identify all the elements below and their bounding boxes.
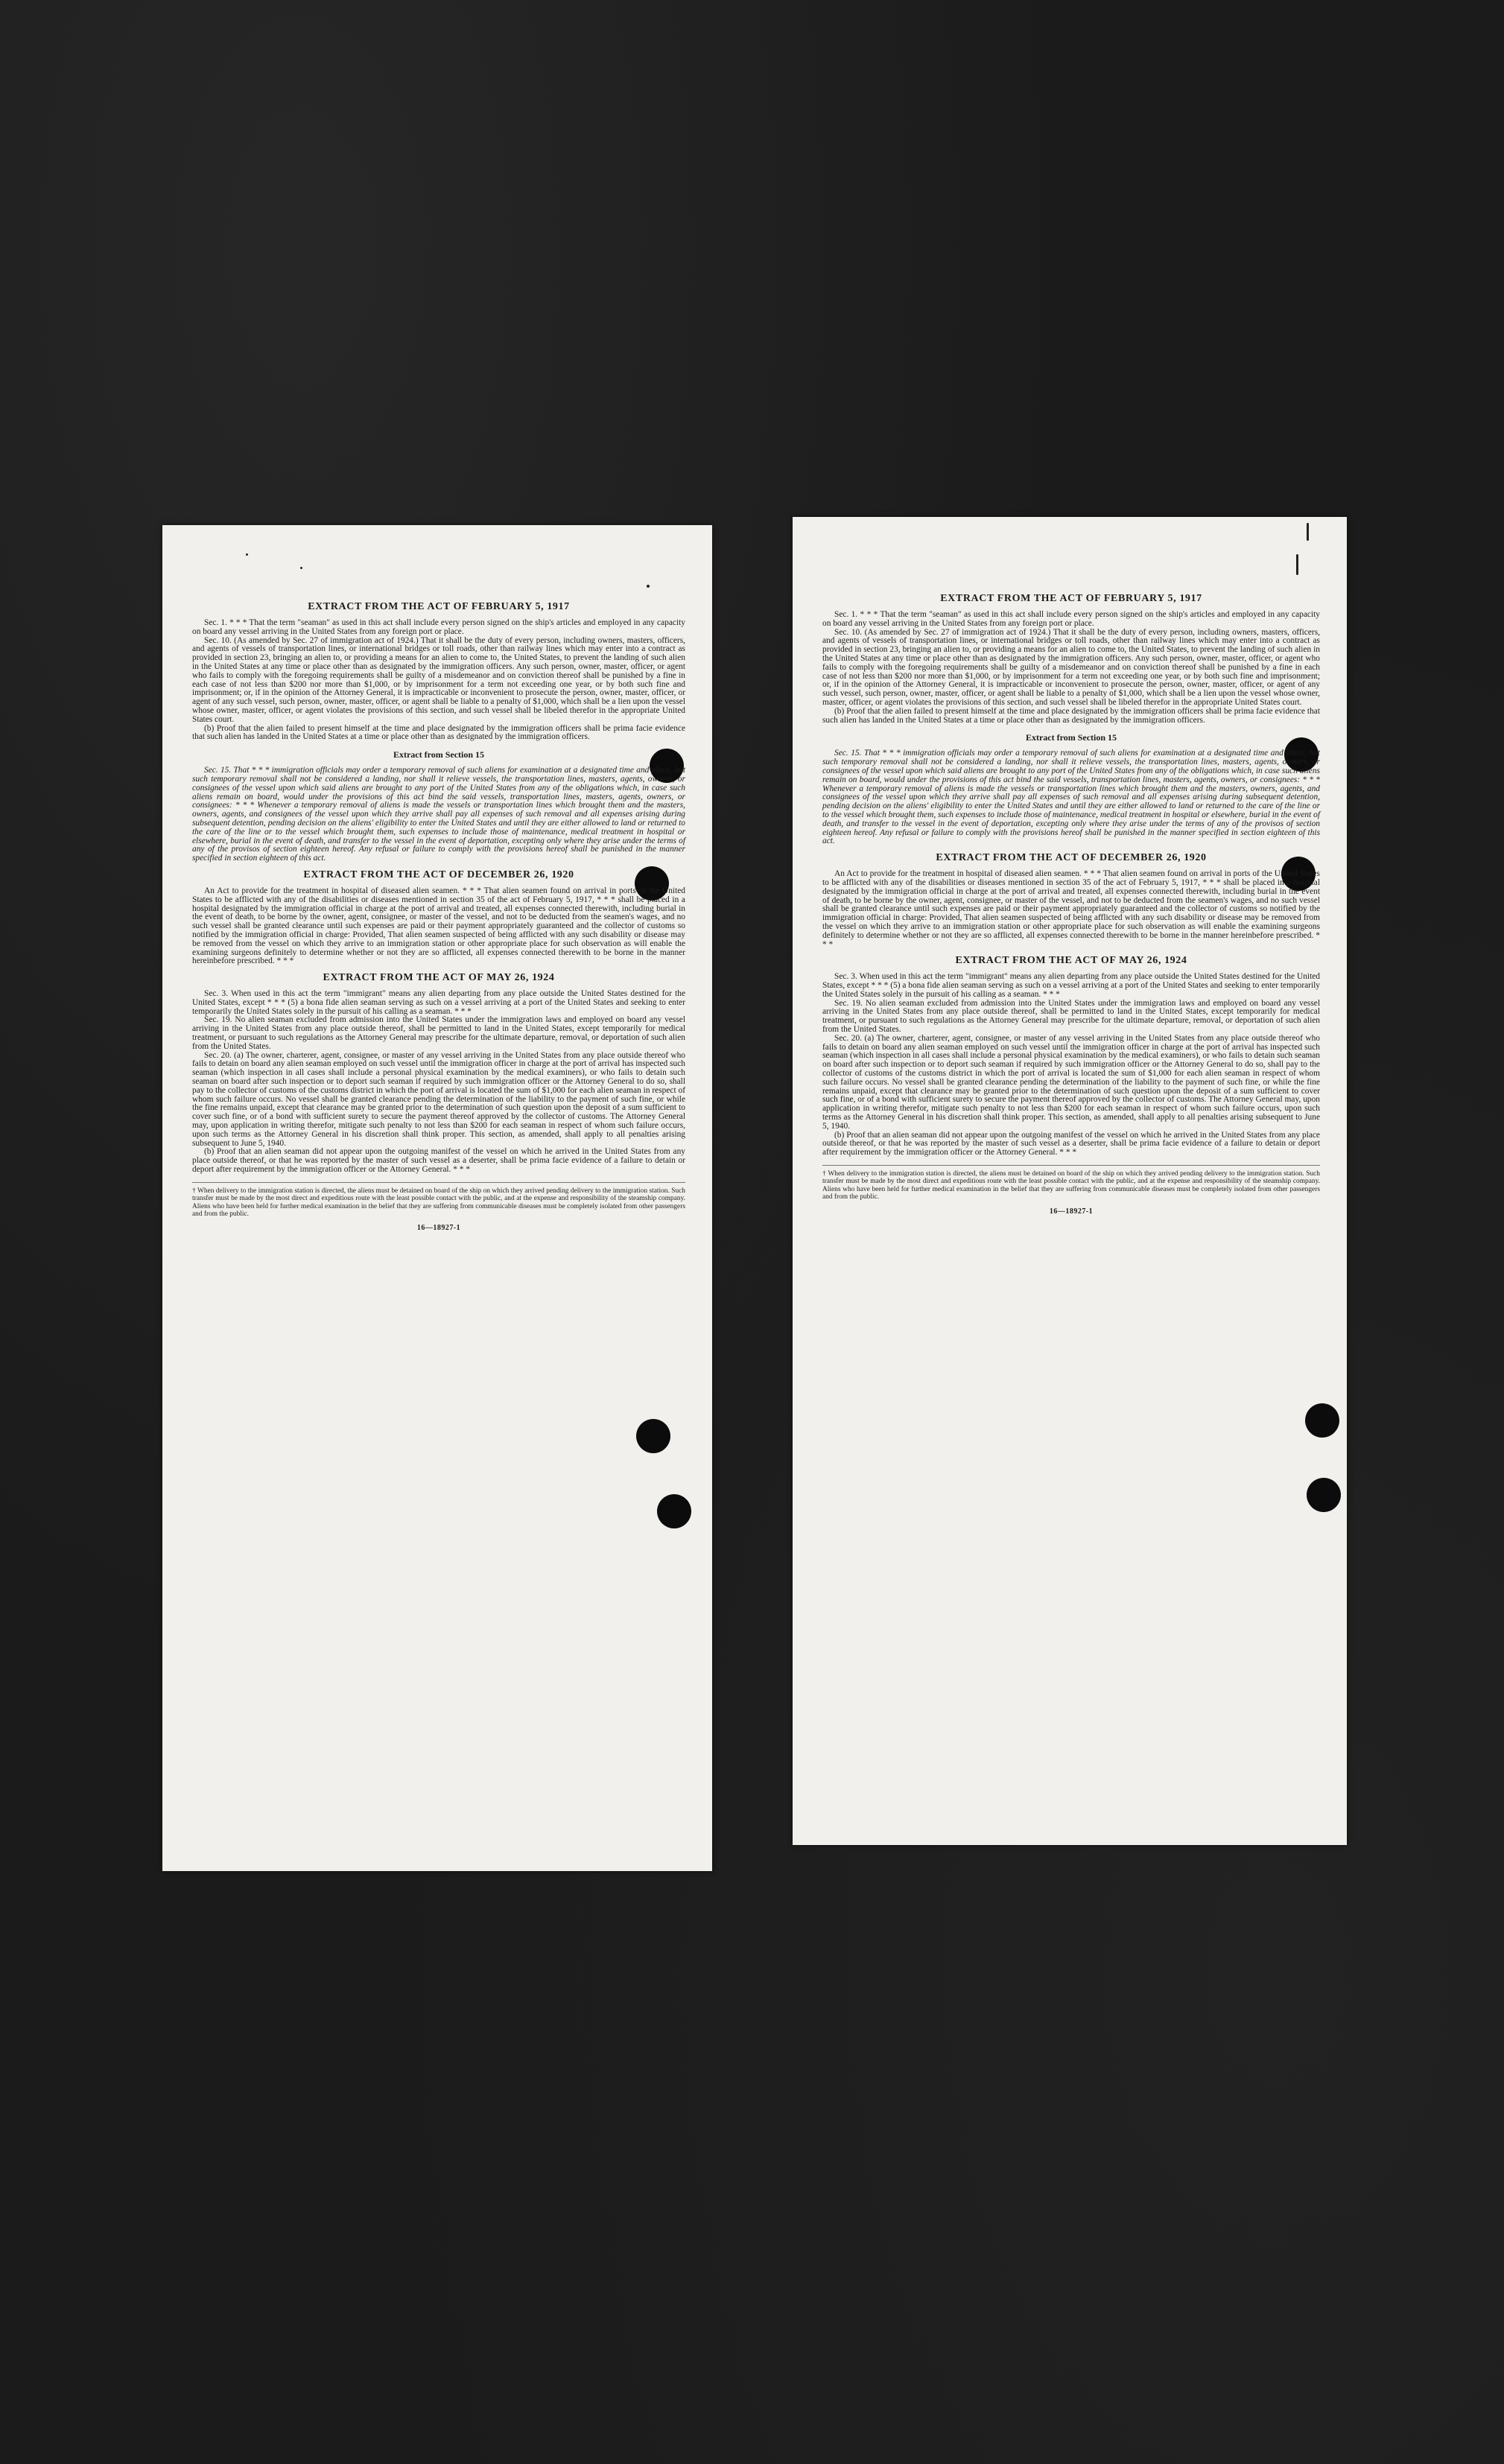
heading-act-1924: EXTRACT FROM THE ACT OF MAY 26, 1924: [955, 955, 1187, 967]
form-number: 16—18927-1: [416, 1224, 461, 1233]
subheading-section-15: Extract from Section 15: [393, 749, 485, 761]
footnote: † When delivery to the immigration station is directed, the aliens must be detained on board of the ship on which they arrived pending delivery to the immigration station. Such transfer must be made by the most direct and expeditious route with the least possible contact with the public, and at the expense and responsibility of the steamship company. Aliens who have been held for further medical examination in the belief that they are suffering from communicable diseases must be completely isolated from other passengers and from the public.: [822, 1165, 1320, 1201]
scratch-mark: [1296, 554, 1298, 575]
subheading-section-15: Extract from Section 15: [1025, 732, 1117, 743]
footnote: † When delivery to the immigration station is directed, the aliens must be detained on board of the ship on which they arrived pending delivery to the immigration station. Such transfer must be made by the most direct and expeditious route with the least possible contact with the public, and at the expense and responsibility of the steamship company. Aliens who have been held for further medical examination in the belief that they are suffering from communicable diseases must be completely isolated from other passengers and from the public.: [192, 1182, 685, 1219]
paragraph-sec-10: Sec. 10. (As amended by Sec. 27 of immigration act of 1924.) That it shall be the duty of every person, including owners, masters, officers, and agents of vessels of transportation lines, or international bridges or toll roads, other than railway lines which may enter into a contract as provided in section 23, bringing an alien to, or providing a means for an alien to come to, the United States, to prevent the landing of such alien in the United States at any time or place other than as designated by the immigration officers. Any such person, owner, master, officer, or agent who fails to comply with the foregoing requirements shall be guilty of a misdemeanor and on conviction thereof shall be punished by a fine in each case of not less than $200 nor more than $1,000, or by imprisonment for a term not exceeding one year, or by both such fine and imprisonment; or, if in the opinion of the Attorney General, it is impracticable or inconvenient to prosecute the person, owner, master, officer, or agent of any such vessel, such person, owner, master, officer, or agent shall be liable to a penalty of $1,000, which shall be a lien upon the vessel whose owner, master, officer, or agent violates the provisions of this section, and such vessel shall be libeled therefor in the appropriate United States court.: [192, 635, 685, 724]
dust-speck: [300, 567, 302, 569]
paragraph-sec-15: Sec. 15. That * * * immigration officials may order a temporary removal of such aliens for examination at a designated time and place, but such temporary removal shall not be considered a landing, nor shall it relieve vessels, the transportation lines, masters, agents, owners, or consignees of the vessel upon which said aliens are brought to any port of the United States from any of the obligations which, in case such aliens remain on board, would under the provisions of this act bind the said vessels, transportation lines, masters, agents, owners, or consignees: * * * Whenever a temporary removal of aliens is made the vessels or transportation lines which brought them and the masters, owners, agents, and consignees of the vessel upon which they arrive shall pay all expenses of such removal and all expenses arising during subsequent detention, pending decision on the aliens' eligibility to enter the United States and until they are either allowed to land or returned to the care of the line or to the vessel which brought them, such expenses to include those of maintenance, medical treatment in hospital or elsewhere, burial in the event of death, and transfer to the vessel in the event of deportation, excepting only where they arise under the terms of any of the provisos of section eighteen hereof. Any refusal or failure to comply with the provisions hereof shall be punished in the manner specified in section eighteen of this act.: [192, 766, 685, 863]
heading-act-1917: EXTRACT FROM THE ACT OF FEBRUARY 5, 1917: [940, 593, 1202, 604]
paragraph-sec-20: Sec. 20. (a) The owner, charterer, agent, consignee, or master of any vessel arriving in the United States from any place outside thereof who fails to detain on board any alien seaman employed on such vessel until the immigration officer in charge at the port of arrival has inspected such seaman (which inspection in all cases shall include a personal physical examination by the medical examiners), or who fails to detain such seaman on board after such inspection or to deport such seaman if required by such immigration officer or the Attorney General to do so, shall pay to the collector of customs of the customs district in which the port of arrival is located the sum of $1,000 for each alien seaman in respect of whom such failure occurs. No vessel shall be granted clearance pending the determination of the liability to the payment of such fine, or while the fine remains unpaid, except that clearance may be granted prior to the determination of such question upon the deposit of a sum sufficient to cover such fine, or of a bond with sufficient surety to secure the payment thereof approved by the collector of customs. The Attorney General may, upon application in writing therefor, mitigate such penalty to not less than $200 for each seaman in respect of whom such failure occurs, upon such terms as the Attorney General in his discretion shall think proper. This section, as amended, shall apply to all penalties arising subsequent to June 5, 1940.: [192, 1050, 685, 1148]
document-page-left: [162, 525, 712, 1871]
dust-speck: [647, 585, 650, 588]
document-page-right: [793, 517, 1347, 1845]
paragraph-proof-b: (b) Proof that the alien failed to present himself at the time and place designated by the immigration officers shall be prima facie evidence that such alien has landed in the United States at a time or place other than as designated by the immigration officers.: [192, 723, 685, 742]
paragraph-sec-15: Sec. 15. That * * * immigration officials may order a temporary removal of such aliens for examination at a designated time and place, but such temporary removal shall not be considered a landing, nor shall it relieve vessels, the transportation lines, masters, agents, owners, or consignees of the vessel upon which said aliens are brought to any port of the United States from any of the obligations which, in case such aliens remain on board, would under the provisions of this act bind the said vessels, transportation lines, masters, agents, owners, or consignees: * * * Whenever a temporary removal of aliens is made the vessels or transportation lines which brought them and the masters, owners, agents, and consignees of the vessel upon which they arrive shall pay all expenses of such removal and all expenses arising during subsequent detention, pending decision on the aliens' eligibility to enter the United States and until they are either allowed to land or returned to the care of the line or to the vessel which brought them, such expenses to include those of maintenance, medical treatment in hospital or elsewhere, burial in the event of death, and transfer to the vessel in the event of deportation, excepting only where they arise under the terms of any of the provisos of section eighteen hereof. Any refusal or failure to comply with the provisions hereof shall be punished in the manner specified in section eighteen of this act.: [822, 749, 1320, 846]
paragraph-proof-b: (b) Proof that the alien failed to present himself at the time and place designated by the immigration officers shall be prima facie evidence that such alien has landed in the United States at a time or place other than as designated by the immigration officers.: [822, 706, 1320, 725]
heading-act-1920: EXTRACT FROM THE ACT OF DECEMBER 26, 1920: [303, 869, 574, 880]
paragraph-sec-20-b: (b) Proof that an alien seaman did not appear upon the outgoing manifest of the vessel on which he arrived in the United States from any place outside thereof, or that he was reported by the master of such vessel as a deserter, shall be prima facie evidence of a failure to detain or deport after requirement by the immigration officer or the Attorney General. * * *: [822, 1130, 1320, 1158]
form-number: 16—18927-1: [1049, 1207, 1094, 1216]
paragraph-act-1920: An Act to provide for the treatment in hospital of diseased alien seamen. * * * That alien seamen found on arrival in ports of the United States to be afflicted with any of the disabilities or diseases mentioned in section 35 of the act of February 5, 1917, * * * shall be placed in a hospital designated by the immigration official in charge at the port of arrival and treated, all expenses connected therewith, including burial in the event of death, to be borne by the owner, agent, consignee, or master of the vessel, and not to be deducted from the seamen's wages, and no such vessel shall be granted clearance until such expenses are paid or their payment appropriately guaranteed and the collector of customs so notified by the immigration official in charge: Provided, That alien seamen suspected of being afflicted with any such disability or disease may be removed from the vessel on which they arrive to an immigration station or other appropriate place for such observation as will enable the examining surgeons definitely to determine whether or not they are so afflicted, all expenses connected therewith to be borne in the manner hereinbefore prescribed. * * *: [822, 869, 1320, 949]
paragraph-sec-1: Sec. 1. * * * That the term "seaman" as used in this act shall include every person signed on the ship's articles and employed in any capacity on board any vessel arriving in the United States from any foreign port or place.: [822, 610, 1320, 628]
paragraph-sec-3: Sec. 3. When used in this act the term "immigrant" means any alien departing from any place outside the United States destined for the United States, except * * * (5) a bona fide alien seaman serving as such on a vessel arriving at a port of the United States and seeking to enter temporarily the United States solely in the pursuit of his calling as a seaman. * * *: [192, 989, 685, 1016]
paragraph-sec-20-b: (b) Proof that an alien seaman did not appear upon the outgoing manifest of the vessel on which he arrived in the United States from any place outside thereof, or that he was reported by the master of such vessel as a deserter, shall be prima facie evidence of a failure to detain or deport after requirement by the immigration officer or the Attorney General. * * *: [192, 1147, 685, 1175]
heading-act-1920: EXTRACT FROM THE ACT OF DECEMBER 26, 1920: [936, 852, 1207, 864]
scratch-mark: [1307, 523, 1309, 541]
paragraph-sec-19: Sec. 19. No alien seaman excluded from admission into the United States under the immigration laws and employed on board any vessel arriving in the United States from any place outside thereof, shall be permitted to land in the United States, except temporarily for medical treatment, or pursuant to such regulations as the Attorney General may prescribe for the ultimate departure, removal, or deportation of such alien from the United States.: [192, 1015, 685, 1051]
heading-act-1924: EXTRACT FROM THE ACT OF MAY 26, 1924: [323, 972, 555, 984]
page-text: [822, 587, 1320, 1815]
dust-speck: [246, 553, 248, 556]
paragraph-sec-10: Sec. 10. (As amended by Sec. 27 of immigration act of 1924.) That it shall be the duty of every person, including owners, masters, officers, and agents of vessels of transportation lines, or international bridges or toll roads, other than railway lines which may enter into a contract as provided in section 23, bringing an alien to, or providing a means for an alien to come to, the United States, to prevent the landing of such alien in the United States at any time or place other than as designated by the immigration officers. Any such person, owner, master, officer, or agent who fails to comply with the foregoing requirements shall be guilty of a misdemeanor and on conviction thereof shall be punished by a fine in each case of not less than $200 nor more than $1,000, or by imprisonment for a term not exceeding one year, or by both such fine and imprisonment; or, if in the opinion of the Attorney General, it is impracticable or inconvenient to prosecute the person, owner, master, officer, or agent of any such vessel, such person, owner, master, officer, or agent shall be liable to a penalty of $1,000, which shall be a lien upon the vessel whose owner, master, officer, or agent violates the provisions of this section, and such vessel shall be libeled therefor in the appropriate United States court.: [822, 627, 1320, 707]
heading-act-1917: EXTRACT FROM THE ACT OF FEBRUARY 5, 1917: [308, 601, 570, 612]
paragraph-act-1920: An Act to provide for the treatment in hospital of diseased alien seamen. * * * That alien seamen found on arrival in ports of the United States to be afflicted with any of the disabilities or diseases mentioned in section 35 of the act of February 5, 1917, * * * shall be placed in a hospital designated by the immigration official in charge at the port of arrival and treated, all expenses connected therewith, including burial in the event of death, to be borne by the owner, agent, consignee, or master of the vessel, and not to be deducted from the seamen's wages, and no such vessel shall be granted clearance until such expenses are paid or their payment appropriately guaranteed and the collector of customs so notified by the immigration official in charge: Provided, That alien seamen suspected of being afflicted with any such disability or disease may be removed from the vessel on which they arrive to an immigration station or other appropriate place for such observation as will enable the examining surgeons definitely to determine whether or not they are so afflicted, all expenses connected therewith to be borne in the manner hereinbefore prescribed. * * *: [192, 886, 685, 966]
page-text: [192, 595, 685, 1841]
paragraph-sec-1: Sec. 1. * * * That the term "seaman" as used in this act shall include every person signed on the ship's articles and employed in any capacity on board any vessel arriving in the United States from any foreign port or place.: [192, 618, 685, 636]
paragraph-sec-19: Sec. 19. No alien seaman excluded from admission into the United States under the immigration laws and employed on board any vessel arriving in the United States from any place outside thereof, shall be permitted to land in the United States, except temporarily for medical treatment, or pursuant to such regulations as the Attorney General may prescribe for the ultimate departure, removal, or deportation of such alien from the United States.: [822, 998, 1320, 1035]
paragraph-sec-20: Sec. 20. (a) The owner, charterer, agent, consignee, or master of any vessel arriving in the United States from any place outside thereof who fails to detain on board any alien seaman employed on such vessel until the immigration officer in charge at the port of arrival has inspected such seaman (which inspection in all cases shall include a personal physical examination by the medical examiners), or who fails to detain such seaman on board after such inspection or to deport such seaman if required by such immigration officer or the Attorney General to do so, shall pay to the collector of customs of the customs district in which the port of arrival is located the sum of $1,000 for each alien seaman in respect of whom such failure occurs. No vessel shall be granted clearance pending the determination of the liability to the payment of such fine, or while the fine remains unpaid, except that clearance may be granted prior to the determination of such question upon the deposit of a sum sufficient to cover such fine, or of a bond with sufficient surety to secure the payment thereof approved by the collector of customs. The Attorney General may, upon application in writing therefor, mitigate such penalty to not less than $200 for each seaman in respect of whom such failure occurs, upon such terms as the Attorney General in his discretion shall think proper. This section, as amended, shall apply to all penalties arising subsequent to June 5, 1940.: [822, 1033, 1320, 1131]
paragraph-sec-3: Sec. 3. When used in this act the term "immigrant" means any alien departing from any place outside the United States destined for the United States, except * * * (5) a bona fide alien seaman serving as such on a vessel arriving at a port of the United States and seeking to enter temporarily the United States solely in the pursuit of his calling as a seaman. * * *: [822, 972, 1320, 999]
